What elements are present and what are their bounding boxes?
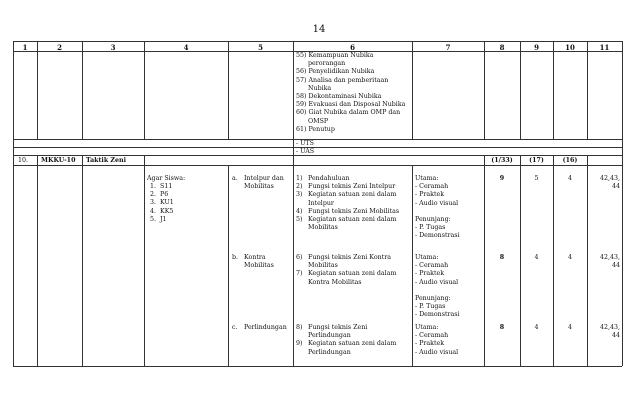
subtopic-number: 4) xyxy=(296,207,303,215)
uts-label: - UTS xyxy=(296,140,314,147)
topic-line: 60) Giat Nubika dalam OMP dan xyxy=(296,109,401,117)
col-divider xyxy=(37,155,38,366)
hours-col10: 4 xyxy=(567,254,572,261)
subtopic-line xyxy=(296,349,396,357)
method-line: - Praktek xyxy=(415,270,445,278)
subtopic-number: 9) xyxy=(296,340,303,348)
section-topic xyxy=(244,324,287,332)
col-header: 11 xyxy=(599,43,610,52)
row-divider xyxy=(13,155,622,156)
topic-text: Mobilitas xyxy=(244,183,274,191)
section-subtopics xyxy=(296,254,396,287)
method-line xyxy=(415,208,460,216)
col-divider xyxy=(412,165,413,366)
subtopic-line xyxy=(296,254,396,262)
teaching-method xyxy=(415,324,458,357)
subtopic-text: Kegiatan satuan zeni dalam xyxy=(308,340,397,348)
subtopic-number: 7) xyxy=(296,270,303,278)
continued-topic-list xyxy=(296,52,405,134)
teaching-method xyxy=(415,175,460,241)
method-line: Penunjang: xyxy=(415,216,451,223)
subtopic-line xyxy=(296,183,399,191)
objectives-list xyxy=(150,183,174,224)
reference-line: 42,43, xyxy=(599,175,620,182)
subtopic-line xyxy=(296,208,399,216)
col-divider xyxy=(144,41,145,139)
col-header: 1 xyxy=(22,43,28,52)
subtopic-text: Kegiatan satuan zeni dalam xyxy=(308,191,397,199)
course-total-col9: (17) xyxy=(529,157,544,164)
course-name: Taktik Zeni xyxy=(86,157,126,164)
col-divider xyxy=(144,155,145,366)
subtopic-line xyxy=(296,279,396,287)
subtopic-number: 3) xyxy=(296,191,303,199)
col-divider xyxy=(553,41,554,139)
topic-line: Nubika xyxy=(296,84,332,92)
col-header: 8 xyxy=(499,43,505,52)
uas-label: - UAS xyxy=(296,148,315,155)
table-border-top xyxy=(13,41,622,42)
reference-col11 xyxy=(587,324,620,340)
col-header: 7 xyxy=(445,43,451,52)
topic-line: 61) Penutup xyxy=(296,125,335,133)
col-divider xyxy=(228,165,229,366)
method-line: - P. Tugas xyxy=(415,224,446,232)
table-border-left xyxy=(13,41,14,366)
reference-line: 42,43, xyxy=(599,254,620,261)
subtopic-number: 6) xyxy=(296,254,303,261)
subtopic-number: 2) xyxy=(296,183,303,191)
subtopic-text: Mobilitas xyxy=(308,262,338,270)
course-total-col10: (16) xyxy=(562,157,578,164)
objective-item: 5. J1 xyxy=(150,215,167,223)
method-line: - Praktek xyxy=(415,340,445,348)
reference-line: 44 xyxy=(611,183,620,191)
subtopic-line xyxy=(296,224,399,232)
topic-text: Kontra xyxy=(244,254,266,261)
col-divider xyxy=(520,41,521,139)
method-line: Penunjang: xyxy=(415,295,451,302)
subtopic-line xyxy=(296,216,399,224)
col-divider xyxy=(412,41,413,139)
subtopic-text: Fungsi teknis Zeni xyxy=(308,324,368,331)
reference-line: 42,43, xyxy=(599,324,620,331)
reference-line: 44 xyxy=(611,262,620,270)
subtopic-line xyxy=(296,200,399,208)
method-line: Utama: xyxy=(415,175,439,182)
subtopic-line xyxy=(296,191,399,199)
subtopic-text: Fungsi teknis Zeni Kontra xyxy=(308,254,391,261)
col-header: 4 xyxy=(183,43,189,52)
subtopic-line xyxy=(296,262,396,270)
section-letter: c. xyxy=(232,324,238,331)
col-divider xyxy=(484,41,485,139)
method-line: - Audio visual xyxy=(415,278,459,286)
hours-col8: 8 xyxy=(499,324,505,331)
topic-line: 56) Penyelidikan Nubika xyxy=(296,68,375,76)
method-line: - Audio visual xyxy=(415,199,459,207)
section-topic xyxy=(244,175,284,191)
subtopic-number: 1) xyxy=(296,175,303,182)
col-divider xyxy=(82,155,83,366)
col-divider xyxy=(228,41,229,139)
topic-text: Intelpur dan xyxy=(244,175,284,182)
col-divider xyxy=(587,41,588,139)
method-line: - Praktek xyxy=(415,191,445,199)
hours-col9: 4 xyxy=(534,324,539,331)
topic-line: 58) Dekontaminasi Nubika xyxy=(296,93,382,101)
page-number: 14 xyxy=(312,24,326,35)
col-divider xyxy=(293,41,294,366)
col-header: 10 xyxy=(565,43,575,52)
section-letter: a. xyxy=(232,175,238,182)
subtopic-text: Perlindungan xyxy=(308,348,351,356)
topic-line: 55) Kemampuan Nubika xyxy=(296,52,374,59)
subtopic-line xyxy=(296,175,399,183)
method-line: - P. Tugas xyxy=(415,303,446,311)
col-header: 2 xyxy=(57,43,62,52)
objective-item: 2. P6 xyxy=(150,191,169,199)
col-header: 6 xyxy=(350,43,355,52)
objective-item: 3. KU1 xyxy=(150,199,174,207)
col-divider xyxy=(37,41,38,139)
reference-line: 44 xyxy=(611,332,620,340)
method-line: - Demonstrasi xyxy=(415,311,460,319)
subtopic-line xyxy=(296,332,396,340)
row-divider xyxy=(13,147,622,148)
subtopic-text: Kegiatan satuan zeni dalam xyxy=(308,270,397,278)
method-line: Utama: xyxy=(415,254,439,261)
section-topic xyxy=(244,254,274,270)
col-divider xyxy=(82,41,83,139)
course-total-hours: (1/33) xyxy=(491,157,513,164)
subtopic-text: Kontra Mobilitas xyxy=(308,278,362,286)
subtopic-number: 5) xyxy=(296,216,303,224)
col-header: 3 xyxy=(110,43,116,52)
col-header: 9 xyxy=(534,43,539,52)
objectives-title: Agar Siswa: xyxy=(147,175,186,182)
table-border-right xyxy=(622,41,623,366)
reference-col11 xyxy=(587,175,620,191)
teaching-method xyxy=(415,254,460,320)
course-code: MKKU-10 xyxy=(41,157,76,164)
section-subtopics xyxy=(296,175,399,232)
subtopic-text: Pendahuluan xyxy=(308,175,350,182)
topic-line: 59) Evakuasi dan Disposal Nubika xyxy=(296,101,406,109)
hours-col8: 9 xyxy=(499,175,505,182)
subtopic-text: Perlindungan xyxy=(308,332,351,340)
hours-col10: 4 xyxy=(567,175,572,182)
hours-col9: 4 xyxy=(534,254,539,261)
method-line: Utama: xyxy=(415,324,439,331)
subtopic-number: 8) xyxy=(296,324,303,331)
method-line: - Ceramah xyxy=(415,332,449,340)
row-divider xyxy=(13,139,622,140)
subtopic-text: Kegiatan satuan zeni dalam xyxy=(308,216,397,224)
method-line: - Audio visual xyxy=(415,348,459,356)
section-subtopics xyxy=(296,324,396,357)
subtopic-text: Intelpur xyxy=(308,199,334,207)
topic-line: perorangan xyxy=(296,60,346,68)
subtopic-text: Fungsi teknis Zeni Intelpur xyxy=(308,183,396,191)
method-line xyxy=(415,287,460,295)
method-line: - Ceramah xyxy=(415,183,449,191)
hours-col8: 8 xyxy=(499,254,505,261)
objective-item: 1. S11 xyxy=(150,183,173,190)
section-letter: b. xyxy=(232,254,239,261)
topic-text: Mobilitas xyxy=(244,262,274,270)
col-header: 5 xyxy=(258,43,263,52)
course-number: 10. xyxy=(18,157,29,164)
subtopic-line xyxy=(296,270,396,278)
subtopic-line xyxy=(296,324,396,332)
hours-col10: 4 xyxy=(567,324,572,331)
subtopic-text: Fungsi teknis Zeni Mobilitas xyxy=(308,207,400,215)
method-line: - Demonstrasi xyxy=(415,232,460,240)
subtopic-line xyxy=(296,340,396,348)
topic-line: 57) Analisa dan pemberitaan xyxy=(296,76,389,84)
subtopic-text: Mobilitas xyxy=(308,224,338,232)
hours-col9: 5 xyxy=(534,175,539,182)
topic-line: OMSP xyxy=(296,117,329,125)
method-line: - Ceramah xyxy=(415,262,449,270)
table-border-bottom xyxy=(13,366,622,367)
objective-item: 4. KK5 xyxy=(150,207,174,215)
topic-text: Perlindungan xyxy=(244,324,287,331)
reference-col11 xyxy=(587,254,620,270)
